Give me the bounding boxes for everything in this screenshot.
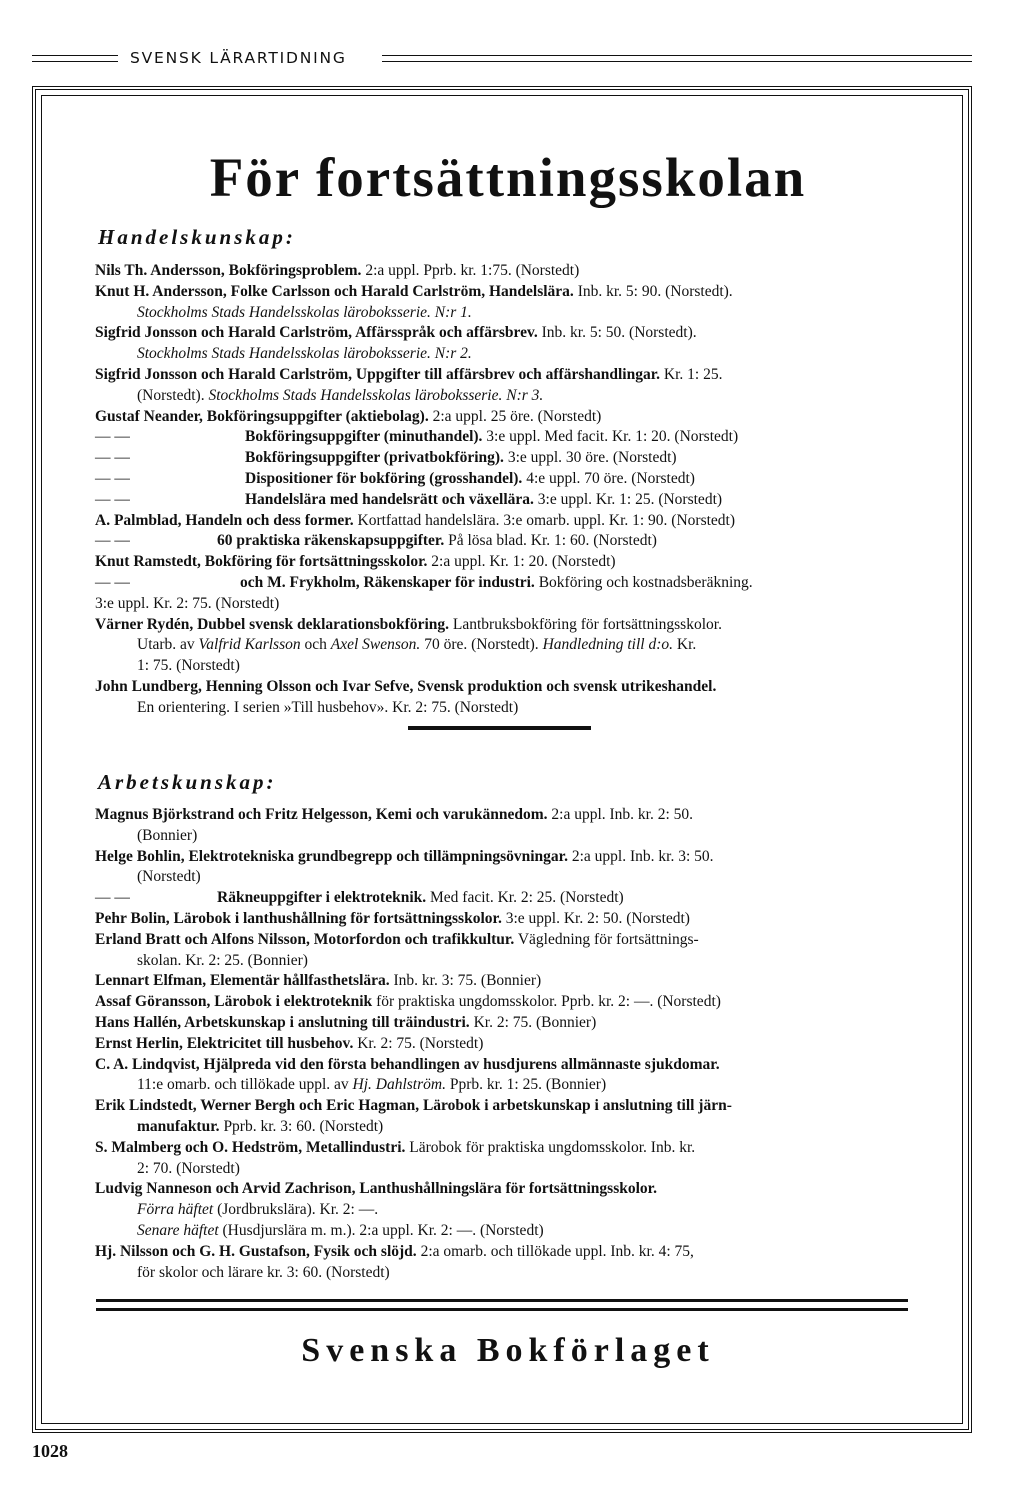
- entry-part: Senare häftet: [137, 1221, 219, 1239]
- entry-title: Erland Bratt och Alfons Nilsson, Motorfordon och trafikkultur.: [95, 930, 515, 948]
- list-item: [95, 448, 910, 469]
- entry-title: Ernst Herlin, Elektricitet till husbehov.: [95, 1034, 354, 1052]
- ditto-dash: — —: [95, 532, 130, 550]
- entry-details-continued: 3:e uppl. Kr. 2: 75. (Norstedt): [95, 594, 280, 612]
- entry-title: John Lundberg, Henning Olsson och Ivar Sefve, Svensk produktion och svensk utrikeshandel.: [95, 677, 717, 695]
- entry-details: Bokföring och kostnadsberäkning.: [534, 573, 753, 591]
- entry-details-continued: skolan. Kr. 2: 25. (Bonnier): [137, 951, 308, 969]
- list-item: [95, 930, 910, 972]
- running-head-title: SVENSK LÄRARTIDNING: [130, 49, 347, 67]
- list-item: [95, 909, 910, 930]
- entry-details: Kr. 1: 25.: [660, 365, 723, 383]
- entry-details: Med facit. Kr. 2: 25. (Norstedt): [426, 889, 624, 907]
- entry-author: Hj. Dahlström.: [352, 1076, 446, 1094]
- entry-text: 70 öre. (Norstedt).: [420, 636, 543, 654]
- entry-details: Kortfattad handelslära. 3:e omarb. uppl. Kr. 1: 90. (Norstedt): [353, 511, 736, 529]
- ditto-dash: — —: [95, 469, 130, 487]
- entry-title: Räkneuppgifter i elektroteknik.: [217, 889, 427, 907]
- entry-details: Inb. kr. 5: 90. (Norstedt).: [573, 282, 733, 300]
- entry-details: Lantbruksbokföring för fortsättningsskolor.: [449, 615, 722, 633]
- publisher-rule: [96, 1299, 908, 1311]
- list-item: [95, 531, 910, 552]
- entry-details-continued: (Bonnier): [137, 826, 198, 844]
- entry-details: 3:e uppl. Kr. 1: 25. (Norstedt): [533, 490, 723, 508]
- entry-details: Inb. kr. 3: 75. (Bonnier): [389, 972, 542, 990]
- book-list-handelskunskap: [95, 261, 910, 719]
- entry-details: 2:a uppl. Kr. 1: 20. (Norstedt): [427, 553, 616, 571]
- entry-details: 4:e uppl. 70 öre. (Norstedt): [522, 469, 695, 487]
- entry-details: 2:a uppl. Inb. kr. 3: 50.: [568, 847, 714, 865]
- list-item: [95, 469, 910, 490]
- list-item: [95, 1179, 910, 1241]
- page-number: 1028: [32, 1441, 68, 1461]
- entry-details: Lärobok för praktiska ungdomsskolor. Inb. kr.: [405, 1138, 696, 1156]
- entry-author: Valfrid Karlsson: [198, 636, 301, 654]
- ditto-dash: — —: [95, 490, 130, 508]
- entry-title: och M. Frykholm, Räkenskaper för industri.: [240, 573, 535, 591]
- entry-details: 2:a omarb. och tillökade uppl. Inb. kr. 4: 75,: [416, 1242, 694, 1260]
- running-head-rule-left: [32, 55, 118, 62]
- entry-title: Helge Bohlin, Elektrotekniska grundbegrepp och tillämpningsövningar.: [95, 847, 568, 865]
- entry-text: Kr.: [673, 636, 697, 654]
- entry-details: Kr. 2: 75. (Norstedt): [353, 1034, 484, 1052]
- list-item: [95, 847, 910, 889]
- entry-title: Bokföringsuppgifter (privatbokföring).: [245, 449, 504, 467]
- ditto-dash: — —: [95, 889, 130, 907]
- list-item: [95, 573, 910, 615]
- entry-title: Ludvig Nanneson och Arvid Zachrison, Lanthushållningslära för fortsättningsskolor.: [95, 1180, 658, 1198]
- entry-title: Hj. Nilsson och G. H. Gustafson, Fysik och slöjd.: [95, 1242, 417, 1260]
- entry-details: 3:e uppl. 30 öre. (Norstedt): [503, 449, 677, 467]
- ditto-dash: — —: [95, 449, 130, 467]
- list-item: [95, 615, 910, 677]
- list-item: [95, 1096, 910, 1138]
- list-item: [95, 1055, 910, 1097]
- running-head-rule-right: [382, 55, 972, 62]
- list-item: [95, 365, 910, 407]
- entry-title: Sigfrid Jonsson och Harald Carlström, Uppgifter till affärsbrev och affärshandlingar.: [95, 365, 661, 383]
- list-item: [95, 992, 910, 1013]
- entry-title-continued: manufaktur.: [137, 1117, 220, 1135]
- entry-part: Förra häftet: [137, 1201, 214, 1219]
- entry-title: Gustaf Neander, Bokföringsuppgifter (aktiebolag).: [95, 407, 429, 425]
- entry-text: 11:e omarb. och tillökade uppl. av: [137, 1076, 353, 1094]
- entry-title: Hans Hallén, Arbetskunskap i anslutning till träindustri.: [95, 1013, 470, 1031]
- section-heading-arbetskunskap: Arbetskunskap:: [98, 770, 277, 794]
- entry-details-continued: 1: 75. (Norstedt): [137, 657, 240, 675]
- list-item: [95, 1242, 910, 1284]
- entry-details-continued: 2: 70. (Norstedt): [137, 1159, 240, 1177]
- running-head: [32, 49, 972, 71]
- publisher-name: Svenska Bokförlaget: [301, 1332, 715, 1369]
- entry-series: Stockholms Stads Handelsskolas läroboksserie. N:r 2.: [137, 345, 472, 363]
- list-item: [95, 971, 910, 992]
- entry-title: Handelslära med handelsrätt och växellära.: [245, 490, 534, 508]
- list-item: [95, 323, 910, 365]
- entry-details: 2:a uppl. 25 öre. (Norstedt): [428, 407, 602, 425]
- entry-text: (Jordbrukslära). Kr. 2: —.: [213, 1201, 379, 1219]
- entry-details-continued: En orientering. I serien »Till husbehov». Kr. 2: 75. (Norstedt): [137, 698, 519, 716]
- entry-title: Magnus Björkstrand och Fritz Helgesson, Kemi och varukännedom.: [95, 806, 548, 823]
- list-item: [95, 282, 910, 324]
- entry-title: Sigfrid Jonsson och Harald Carlström, Affärsspråk och affärsbrev.: [95, 324, 538, 342]
- ad-title: För fortsättningsskolan: [209, 147, 807, 208]
- entry-series: Stockholms Stads Handelsskolas läroboksserie. N:r 3.: [208, 386, 544, 404]
- section-separator: [408, 726, 591, 730]
- entry-title: Pehr Bolin, Lärobok i lanthushållning för fortsättningsskolor.: [95, 909, 502, 927]
- entry-author: Axel Swenson.: [330, 636, 421, 654]
- ditto-dash: — —: [95, 428, 130, 446]
- list-item: [95, 677, 910, 719]
- list-item: [95, 261, 910, 282]
- list-item: [95, 1013, 910, 1034]
- entry-publisher: (Norstedt).: [137, 386, 209, 404]
- entry-details: Vägledning för fortsättnings-: [514, 930, 699, 948]
- entry-title: S. Malmberg och O. Hedström, Metallindustri.: [95, 1138, 406, 1156]
- entry-series: Stockholms Stads Handelsskolas läroboksserie. N:r 1.: [137, 303, 472, 321]
- entry-details-continued: för skolor och lärare kr. 3: 60. (Norstedt): [137, 1263, 390, 1281]
- entry-title: 60 praktiska räkenskapsuppgifter.: [217, 532, 445, 550]
- entry-details-continued: (Norstedt): [137, 868, 201, 886]
- list-item: [95, 805, 910, 847]
- entry-details: 3:e uppl. Med facit. Kr. 1: 20. (Norstedt): [482, 428, 739, 446]
- entry-details: Pprb. kr. 3: 60. (Norstedt): [219, 1117, 384, 1135]
- entry-text: och: [300, 636, 331, 654]
- entry-details: 3:e uppl. Kr. 2: 50. (Norstedt): [501, 909, 690, 927]
- entry-title: Lennart Elfman, Elementär hållfasthetslära.: [95, 972, 390, 990]
- entry-title: Dispositioner för bokföring (grosshandel).: [245, 469, 523, 487]
- entry-companion-title: Handledning till d:o.: [542, 636, 674, 654]
- entry-title: Bokföringsuppgifter (minuthandel).: [245, 428, 483, 446]
- entry-title: Nils Th. Andersson, Bokföringsproblem.: [95, 262, 362, 279]
- list-item: [95, 427, 910, 448]
- entry-title: A. Palmblad, Handeln och dess former.: [95, 511, 354, 529]
- entry-text: Pprb. kr. 1: 25. (Bonnier): [445, 1076, 607, 1094]
- entry-details: 2:a uppl. Pprb. kr. 1:75. (Norstedt): [361, 262, 580, 279]
- entry-details: Inb. kr. 5: 50. (Norstedt).: [537, 324, 697, 342]
- list-item: [95, 490, 910, 511]
- entry-details: för praktiska ungdomsskolor. Pprb. kr. 2: —. (Norstedt): [372, 993, 721, 1011]
- section-heading-handelskunskap: Handelskunskap:: [98, 225, 296, 249]
- list-item: [95, 552, 910, 573]
- entry-title: Värner Rydén, Dubbel svensk deklarationsbokföring.: [95, 615, 450, 633]
- list-item: [95, 1034, 910, 1055]
- list-item: [95, 888, 910, 909]
- list-item: [95, 1138, 910, 1180]
- entry-details: 2:a uppl. Inb. kr. 2: 50.: [547, 806, 694, 823]
- entry-details: På lösa blad. Kr. 1: 60. (Norstedt): [444, 532, 657, 550]
- list-item: [95, 511, 910, 532]
- entry-title: C. A. Lindqvist, Hjälpreda vid den första behandlingen av husdjurens allmännaste sjukdomar.: [95, 1055, 720, 1073]
- entry-text: (Husdjurslära m. m.). 2:a uppl. Kr. 2: —. (Norstedt): [218, 1221, 544, 1239]
- entry-title: Assaf Göransson, Lärobok i elektroteknik: [95, 993, 373, 1011]
- ditto-dash: — —: [95, 573, 130, 591]
- entry-details: Kr. 2: 75. (Bonnier): [469, 1013, 597, 1031]
- book-list-arbetskunskap: [95, 805, 910, 1283]
- entry-title: Knut H. Andersson, Folke Carlsson och Harald Carlström, Handelslära.: [95, 282, 574, 300]
- entry-title: Knut Ramstedt, Bokföring för fortsättningsskolor.: [95, 553, 428, 571]
- list-item: [95, 407, 910, 428]
- entry-text: Utarb. av: [137, 636, 199, 654]
- entry-title: Erik Lindstedt, Werner Bergh och Eric Hagman, Lärobok i arbetskunskap i anslutning till järn-: [95, 1097, 732, 1115]
